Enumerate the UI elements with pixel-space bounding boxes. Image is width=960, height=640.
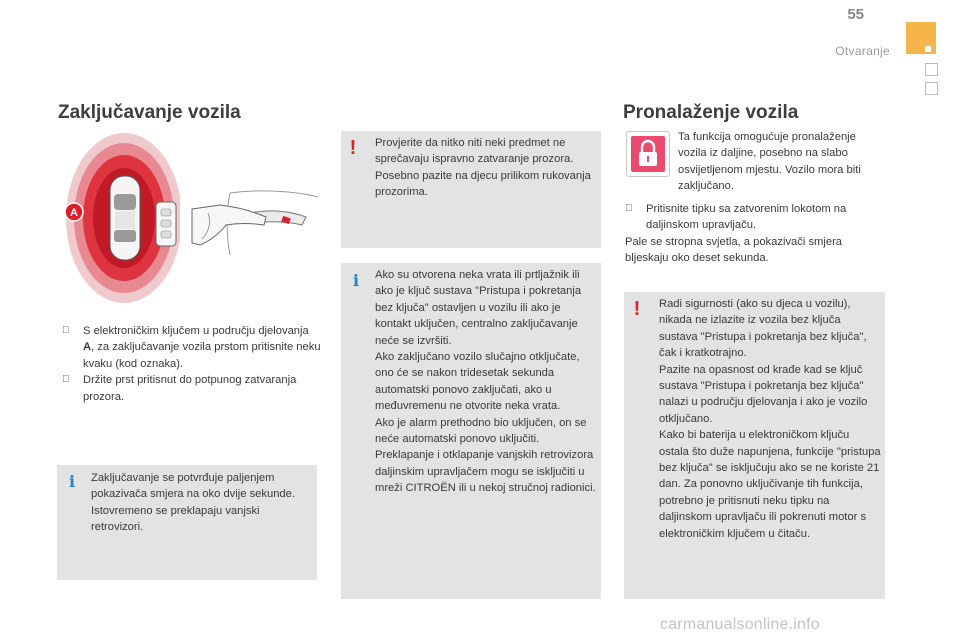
watermark: carmanualsonline.info bbox=[660, 616, 820, 633]
warning-note-text: Radi sigurnosti (ako su djeca u vozilu), nikada ne izlazite iz vozila bez ključa sustava "Pristupa i pokretanja bez ključa", čak i kratkotrajno. Pazite na opasnost od krađe kad se ključ sustava "Pristupa i pokretanja bez ključa" nalazi u području djelovanja i ako je vozilo otključano. Kako bi baterija u elektroničkom ključu ostala što duže napunjena, funkcije "pristupa bez ključa" se isključuju ako se ne koriste 21 dan. Za ponovno uključivanje tih funkcija, potrebno je pritisnuti neku tipku na daljinskom upravljaču ili pokrenuti motor s elektroničkim ključem u čitaču. bbox=[659, 298, 881, 540]
empty-box bbox=[925, 63, 938, 76]
section-title-locating: Pronalaženje vozila bbox=[623, 102, 799, 123]
warning-icon: ! bbox=[633, 298, 641, 320]
warning-note-box bbox=[341, 131, 601, 248]
warning-icon: ! bbox=[349, 137, 357, 159]
locking-instructions bbox=[62, 323, 322, 405]
zone-label: A bbox=[70, 207, 78, 219]
remote-key-illustration bbox=[153, 200, 181, 250]
lock-icon bbox=[631, 136, 665, 172]
info-note-text: Ako su otvorena neka vrata ili prtljažnik ili ako je ključ sustava "Pristupa i pokretanja bez ključa" ostavljen u vozilu ili ako je kontakt uključen, centralno zaključavanje neće se izvršiti. Ako zaključano vozilo slučajno otključate, ono će se nakon tridesetak sekunda automatski ponovo zaključati, ako u međuvremenu ne otvorite neka vrata. Ako je alarm prethodno bio uključen, on se neće automatski ponovo uključiti. Preklapanje i otklapanje vanjskih retrovizora daljinskim upravljačem mogu se isključiti u mreži CITROËN ili u nekoj stručnoj radionici. bbox=[375, 269, 596, 495]
bullet-mark bbox=[625, 201, 633, 217]
list-item-text: Pritisnite tipku sa zatvorenim lokotom na daljinskom upravljaču. bbox=[646, 203, 847, 232]
hand-door-handle-illustration bbox=[190, 183, 320, 258]
zone-reference: A bbox=[83, 341, 92, 354]
empty-box bbox=[925, 82, 938, 95]
bullet-mark bbox=[62, 372, 70, 388]
locating-result: Pale se stropna svjetla, a pokazivači smjera bljeskaju oko deset sekunda. bbox=[625, 235, 843, 265]
list-item bbox=[62, 323, 322, 372]
locating-instructions bbox=[625, 201, 887, 267]
locating-intro: Ta funkcija omogućuje pronalaženje vozila iz daljine, posebno na slabo osvijetljenom mjestu. Vozilo mora biti zaključano. bbox=[678, 131, 861, 193]
warning-note-text: Provjerite da nitko niti neki predmet ne sprečavaju ispravno zatvaranje prozora. Posebno pazite na djecu prilikom rukovanja prozorima. bbox=[375, 137, 591, 199]
list-item-text: Držite prst pritisnut do potpunog zatvaranja prozora. bbox=[83, 374, 297, 403]
info-icon: i bbox=[68, 472, 76, 491]
list-item bbox=[625, 201, 887, 234]
info-icon: i bbox=[352, 271, 360, 290]
chapter-tab bbox=[906, 22, 936, 54]
list-item bbox=[62, 372, 322, 405]
lock-button-illustration bbox=[626, 131, 670, 177]
section-title-locking: Zaključavanje vozila bbox=[58, 102, 241, 123]
list-item-text: , za zaključavanje vozila prstom pritisnite neku kvaku (kod oznaka). bbox=[83, 341, 321, 370]
info-note-text: Zaključavanje se potvrđuje paljenjem pokazivača smjera na oko dvije sekunde. Istovremeno se preklapaju vanjski retrovizori. bbox=[91, 472, 295, 534]
list-item-text: S elektroničkim ključem u području djelovanja bbox=[83, 325, 309, 337]
bullet-mark bbox=[62, 323, 70, 339]
warning-note-box bbox=[624, 292, 885, 599]
page-number: 55 bbox=[847, 6, 864, 23]
chapter-title: Otvaranje bbox=[835, 44, 890, 58]
info-note-box bbox=[57, 465, 317, 580]
info-note-box bbox=[341, 263, 601, 599]
